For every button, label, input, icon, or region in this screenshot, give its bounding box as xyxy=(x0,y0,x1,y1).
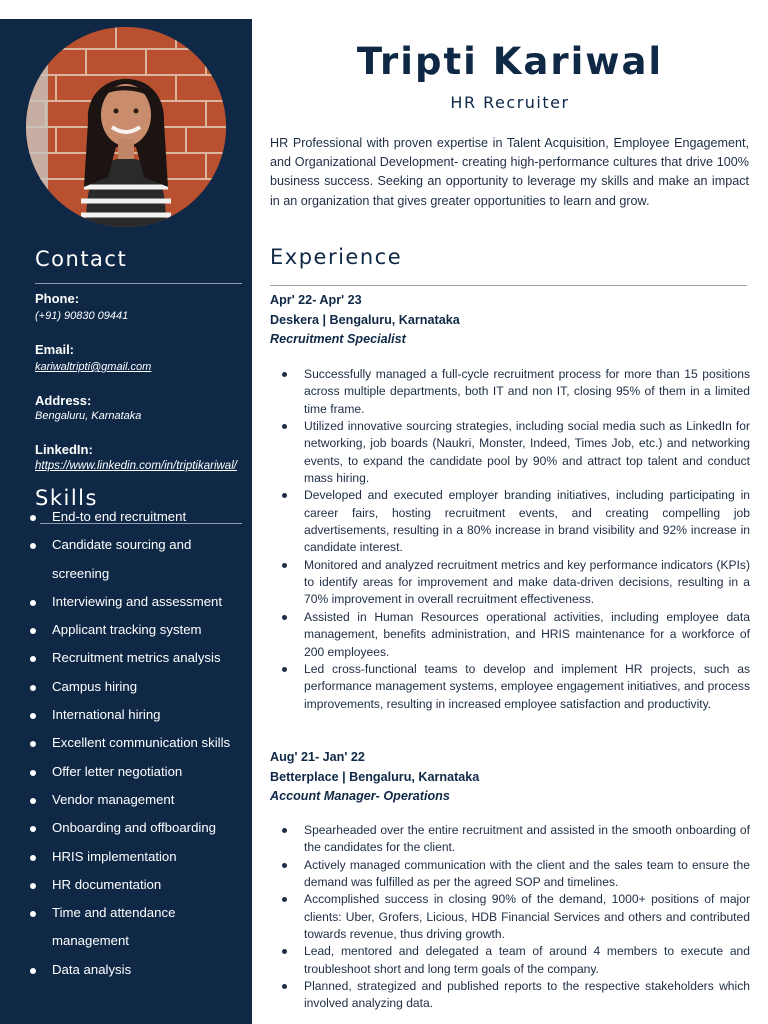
experience-divider xyxy=(270,285,747,286)
bullet-icon xyxy=(30,911,36,917)
job-dates: Aug' 21- Jan' 22 xyxy=(270,750,365,764)
skill-item: Offer letter negotiation xyxy=(25,758,247,786)
address-value: Bengaluru, Karnataka xyxy=(35,410,142,422)
bullet-icon xyxy=(282,667,287,672)
job-bullet: Successfully managed a full-cycle recruitment process for more than 15 positions across multiple departments, both IT and non IT, closing 95% of them in a limited time frame. xyxy=(270,366,750,418)
job-role: HR Recruiter xyxy=(450,93,570,112)
job-company: Betterplace | Bengaluru, Karnataka xyxy=(270,769,480,784)
bullet-icon xyxy=(30,600,36,606)
job-bullet: Planned, strategized and published reports to the respective stakeholders which involved analyzing data. xyxy=(270,978,750,1013)
bullet-icon xyxy=(30,883,36,889)
job-bullet: Assisted in Human Resources operational activities, including employee data management, benefits administration, and HRIS maintenance for a workforce of 200 employees. xyxy=(270,609,750,661)
skill-item: Excellent communication skills xyxy=(25,729,247,757)
candidate-name: Tripti Kariwal xyxy=(356,40,664,83)
bullet-icon xyxy=(282,863,287,868)
bullet-icon xyxy=(30,968,36,974)
job-bullet: Monitored and analyzed recruitment metrics and key performance indicators (KPIs) to identify areas for improvement and make data-driven decisions, resulting in a 70% improvement in overall recruitment effectiveness. xyxy=(270,557,750,609)
contact-heading: Contact xyxy=(35,247,128,271)
address-label: Address: xyxy=(35,393,92,408)
skill-item: Campus hiring xyxy=(25,673,247,701)
bullet-icon xyxy=(30,543,36,549)
skill-item: Vendor management xyxy=(25,786,247,814)
bullet-icon xyxy=(282,949,287,954)
skill-item: Onboarding and offboarding xyxy=(25,814,247,842)
skill-item: Interviewing and assessment xyxy=(25,588,247,616)
skill-item: International hiring xyxy=(25,701,247,729)
skill-item: HR documentation xyxy=(25,871,247,899)
bullet-icon xyxy=(30,713,36,719)
profile-summary: HR Professional with proven expertise in Talent Acquisition, Employee Engagement, and Organizational Development- creating high-performance cultures that drive 100% business success. Seeking an opportunity to leverage my skills and make an impact in an organization that gives greater opportunities to learn and grow. xyxy=(270,136,749,208)
bullet-icon xyxy=(282,615,287,620)
skill-item: Data analysis xyxy=(25,956,247,984)
job-bullet: Developed and executed employer branding initiatives, including participating in career fairs, hosting recruitment events, and creating compelling job advertisements, resulting in a 80% increase in brand visibility and 92% increase in candidate interest. xyxy=(270,487,750,556)
job-bullet: Actively managed communication with the client and the sales team to ensure the demand was fulfilled as per the agreed SOP and timelines. xyxy=(270,857,750,892)
job-bullet: Lead, mentored and delegated a team of around 4 members to execute and troubleshoot short and long term goals of the company. xyxy=(270,943,750,978)
bullet-icon xyxy=(30,741,36,747)
job-title: Account Manager- Operations xyxy=(270,789,450,803)
phone-label: Phone: xyxy=(35,291,80,306)
job-dates: Apr' 22- Apr' 23 xyxy=(270,293,362,307)
contact-divider xyxy=(35,283,242,284)
job-title: Recruitment Specialist xyxy=(270,332,406,346)
skill-item: HRIS implementation xyxy=(25,843,247,871)
experience-heading: Experience xyxy=(270,245,403,269)
linkedin-link[interactable]: https://www.linkedin.com/in/triptikariwal/ xyxy=(35,460,237,472)
profile-photo xyxy=(26,27,226,227)
bullet-icon xyxy=(282,493,287,498)
job-bullet: Led cross-functional teams to develop and implement HR projects, such as performance management systems, employee engagement initiatives, and process improvements, resulting in increased employee satisfaction and productivity. xyxy=(270,661,750,713)
bullet-icon xyxy=(30,826,36,832)
bullet-icon xyxy=(30,855,36,861)
bullet-icon xyxy=(30,515,36,521)
bullet-icon xyxy=(30,656,36,662)
bullet-icon xyxy=(30,628,36,634)
job-bullets xyxy=(270,366,750,713)
bullet-icon xyxy=(282,897,287,902)
job-entry xyxy=(270,748,750,1011)
skills-list xyxy=(25,503,247,984)
bullet-icon xyxy=(282,984,287,989)
bullet-icon xyxy=(282,372,287,377)
phone-value: (+91) 90830 09441 xyxy=(35,310,129,322)
bullet-icon xyxy=(30,798,36,804)
bullet-icon xyxy=(30,685,36,691)
skill-item: Candidate sourcing and screening xyxy=(25,531,247,588)
job-bullet: Utilized innovative sourcing strategies, including social media such as LinkedIn for networking, job boards (Naukri, Monster, Indeed, Times Job, etc.) and networking events, to expand the candidate pool by 90% and attract top talent and conduct mass hiring. xyxy=(270,418,750,487)
bullet-icon xyxy=(282,828,287,833)
skill-item: End-to end recruitment xyxy=(25,503,247,531)
job-company: Deskera | Bengaluru, Karnataka xyxy=(270,312,460,327)
job-bullet: Spearheaded over the entire recruitment and assisted in the smooth onboarding of the candidates for the client. xyxy=(270,822,750,857)
email-label: Email: xyxy=(35,342,75,357)
bullet-icon xyxy=(30,770,36,776)
skills-heading: Skills xyxy=(35,486,98,510)
job-bullet: Accomplished success in closing 90% of the demand, 1000+ positions of major clients: Uber, Grofers, Licious, HDB Financial Services and others and contributed towards revenue, thus driving growth. xyxy=(270,891,750,943)
bullet-icon xyxy=(282,424,287,429)
skill-item: Time and attendance management xyxy=(25,899,247,956)
skill-item: Recruitment metrics analysis xyxy=(25,644,247,672)
job-entry xyxy=(270,291,750,711)
skill-item: Applicant tracking system xyxy=(25,616,247,644)
job-bullets xyxy=(270,822,750,1013)
email-link[interactable]: kariwaltripti@gmail.com xyxy=(35,361,152,373)
bullet-icon xyxy=(282,563,287,568)
linkedin-label: LinkedIn: xyxy=(35,442,93,457)
